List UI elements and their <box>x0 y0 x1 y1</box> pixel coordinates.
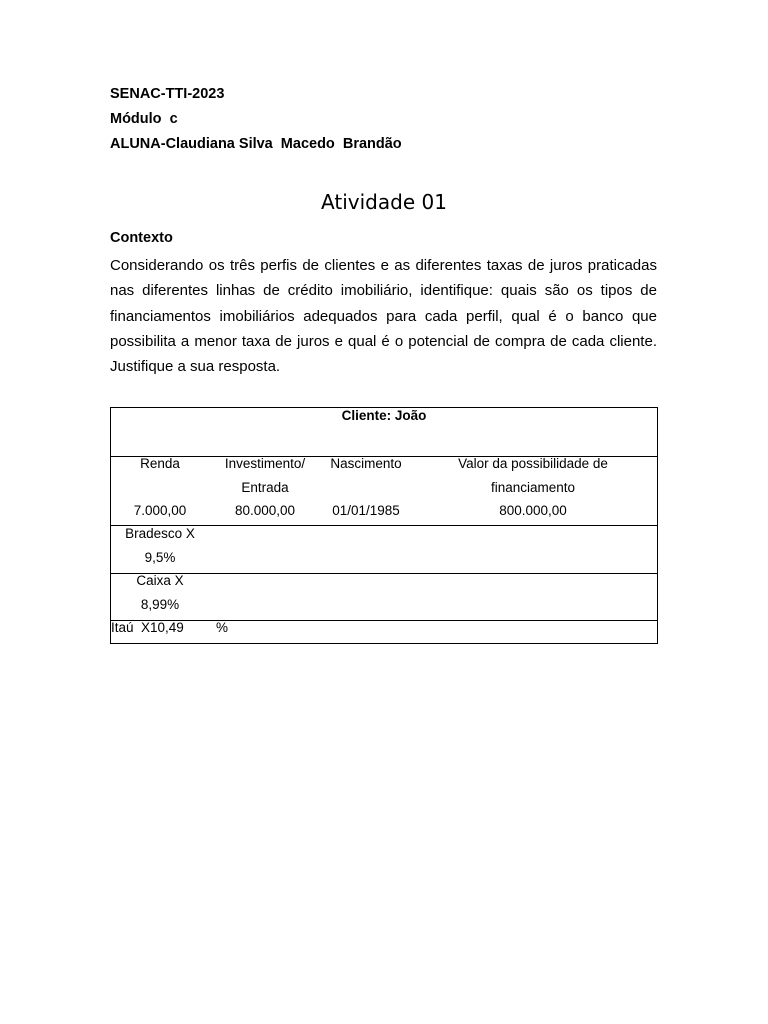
column-nascimento: Nascimento <box>330 456 402 471</box>
client-table <box>110 407 658 644</box>
table-title: Cliente: João <box>341 408 427 423</box>
context-heading: Contexto <box>110 230 173 246</box>
column-investimento-line2: Entrada <box>241 480 289 495</box>
value-investimento: 80.000,00 <box>234 503 296 518</box>
module-line: Módulo c <box>110 111 178 127</box>
rate-caixa: 8,99% <box>140 597 180 612</box>
value-nascimento: 01/01/1985 <box>332 503 400 518</box>
bank-itau: Itaú X10,49 <box>111 620 184 635</box>
bank-bradesco: Bradesco X <box>125 526 195 541</box>
column-investimento: Investimento/ <box>224 456 306 471</box>
table-divider <box>111 620 657 621</box>
student-line: ALUNA-Claudiana Silva Macedo Brandão <box>110 136 402 152</box>
rate-bradesco: 9,5% <box>144 550 176 565</box>
value-renda: 7.000,00 <box>133 503 187 518</box>
context-paragraph: Considerando os três perfis de clientes e as diferentes taxas de juros praticadas nas diferentes linhas de crédito imobiliário, identifique: quais são os tipos de financiamentos imobiliários adequados para cada perfil, qual é o banco que possibilita a menor taxa de juros e qual é o potencial de compra de cada cliente. Justifique a sua resposta. <box>110 257 657 376</box>
column-renda: Renda <box>140 456 180 471</box>
bank-caixa: Caixa X <box>136 573 184 588</box>
page-title: Atividade 01 <box>321 190 447 214</box>
column-valor: Valor da possibilidade de <box>458 456 608 471</box>
rate-itau-percent: % <box>216 620 229 635</box>
course-line: SENAC-TTI-2023 <box>110 86 225 102</box>
value-financiamento: 800.000,00 <box>499 503 567 518</box>
table-divider <box>111 573 657 574</box>
column-valor-line2: financiamento <box>490 480 576 495</box>
